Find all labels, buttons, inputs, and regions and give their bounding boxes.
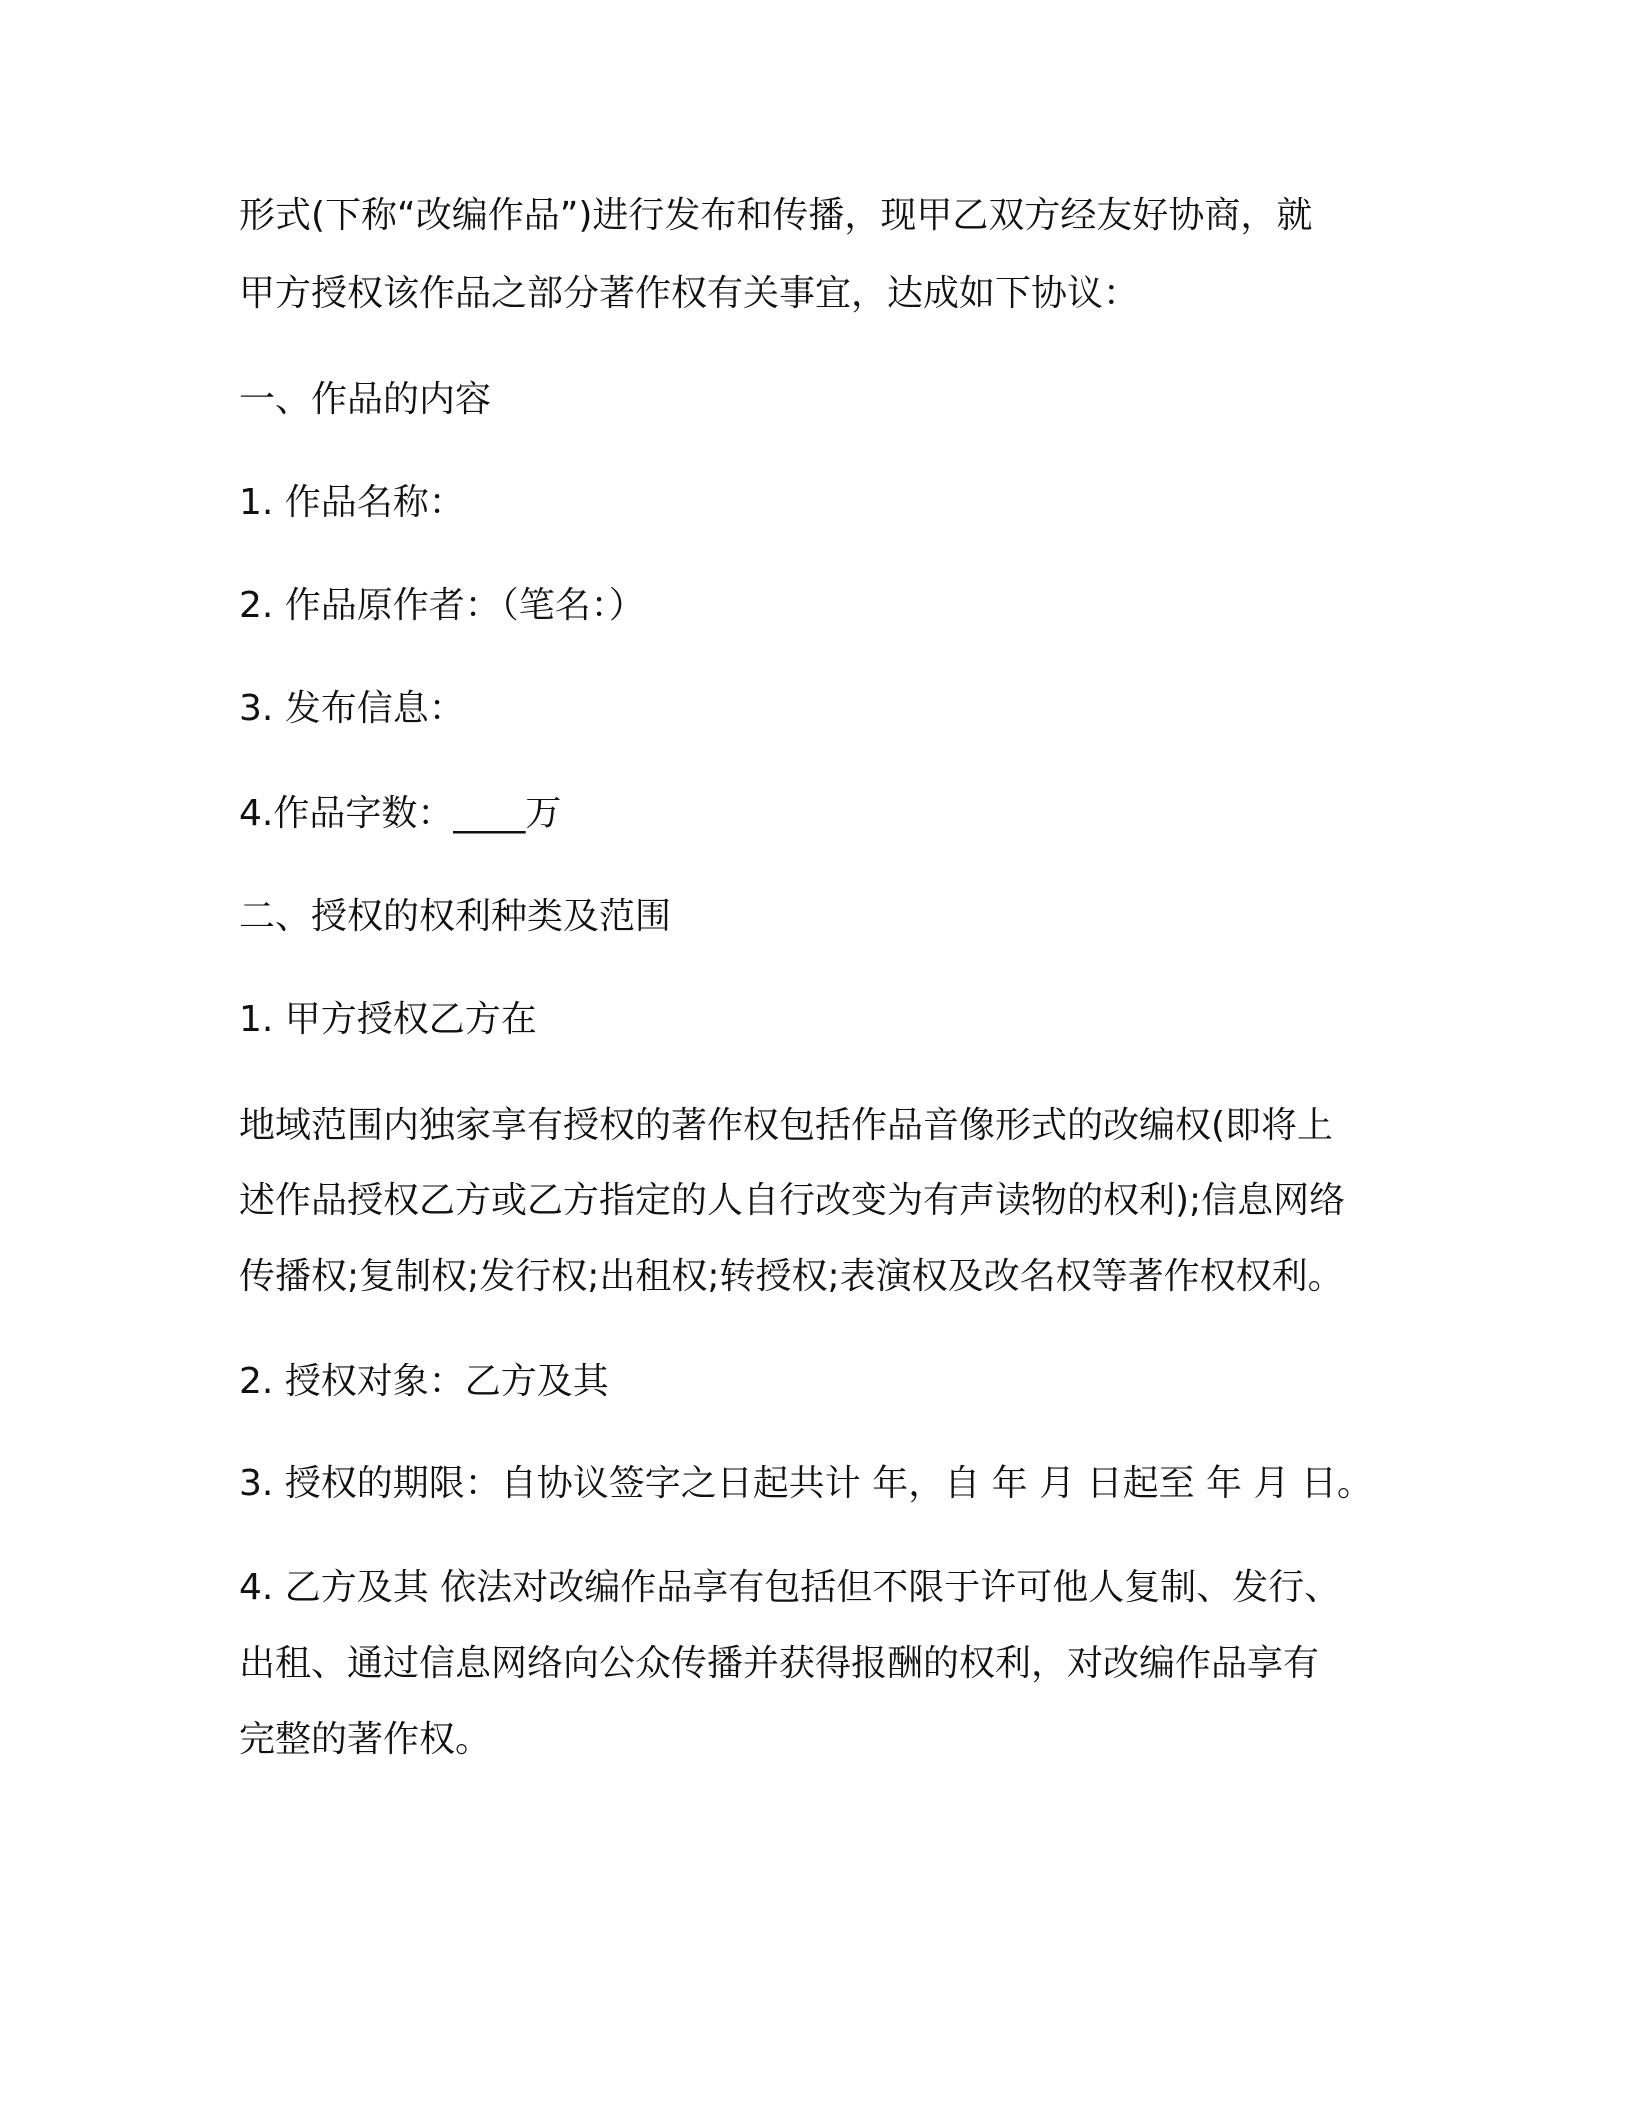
item-original-author: 2. 作品原作者：（笔名：） — [239, 585, 645, 626]
item-adaptation-rights-1: 4. 乙方及其 依法对改编作品享有包括但不限于许可他人复制、发行、 — [239, 1567, 1341, 1608]
item-license-term: 3. 授权的期限：自协议签字之日起共计 年，自 年 月 日起至 年 月 日。 — [239, 1463, 1373, 1504]
section-heading-2: 二、授权的权利种类及范围 — [239, 896, 672, 937]
item-publish-info: 3. 发布信息： — [239, 688, 465, 729]
item-adaptation-rights-2: 出租、通过信息网络向公众传播并获得报酬的权利，对改编作品享有 — [239, 1643, 1320, 1684]
paragraph-line-2: 甲方授权该作品之部分著作权有关事宜，达成如下协议： — [239, 273, 1140, 314]
item-word-count: 4.作品字数：____万 — [239, 793, 562, 834]
item-work-title: 1. 作品名称： — [239, 482, 465, 523]
paragraph-line-rights-3: 传播权;复制权;发行权;出租权;转授权;表演权及改名权等著作权权利。 — [239, 1256, 1344, 1297]
item-license-target: 2. 授权对象：乙方及其 — [239, 1361, 609, 1402]
paragraph-line-rights-2: 述作品授权乙方或乙方指定的人自行改变为有声读物的权利);信息网络 — [239, 1180, 1346, 1221]
item-license-territory: 1. 甲方授权乙方在 — [239, 999, 537, 1040]
item-adaptation-rights-3: 完整的著作权。 — [239, 1719, 492, 1760]
section-heading-1: 一、作品的内容 — [239, 379, 492, 420]
paragraph-line-1: 形式(下称“改编作品”)进行发布和传播，现甲乙双方经友好协商，就 — [239, 195, 1313, 236]
paragraph-line-rights-1: 地域范围内独家享有授权的著作权包括作品音像形式的改编权(即将上 — [239, 1105, 1334, 1146]
